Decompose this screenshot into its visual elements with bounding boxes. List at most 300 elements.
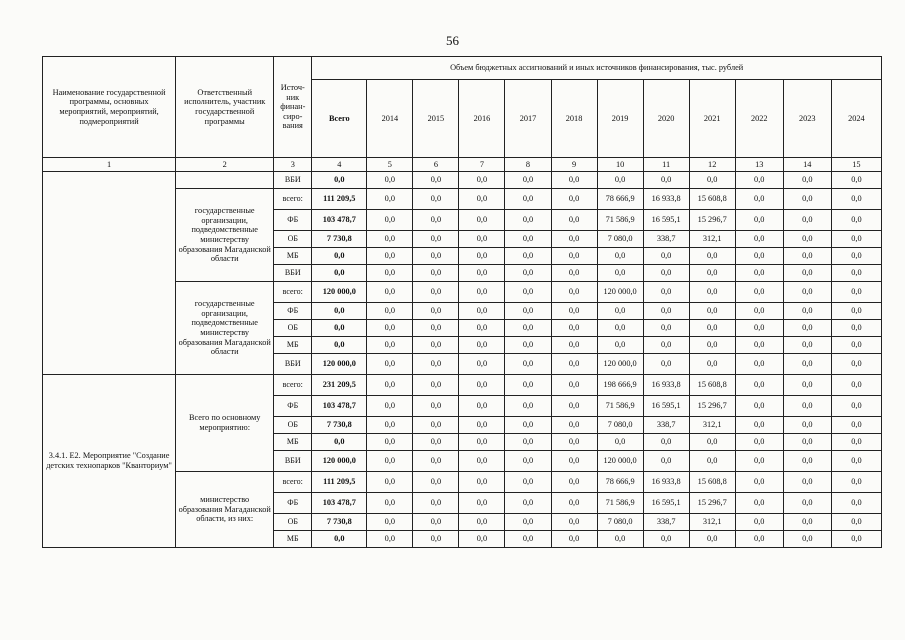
- column-number: 5: [367, 158, 413, 172]
- value-cell: 0,0: [459, 248, 505, 265]
- value-cell: 0,0: [783, 493, 831, 514]
- value-cell: 0,0: [505, 303, 551, 320]
- value-cell: 0,0: [459, 210, 505, 231]
- value-cell: 15 296,7: [689, 396, 735, 417]
- value-cell: 0,0: [551, 172, 597, 189]
- value-cell: 0,0: [505, 417, 551, 434]
- value-cell: 0,0: [735, 265, 783, 282]
- total-cell: 0,0: [312, 320, 367, 337]
- header-year: 2022: [735, 80, 783, 158]
- header-year: 2014: [367, 80, 413, 158]
- value-cell: 0,0: [783, 472, 831, 493]
- value-cell: 0,0: [735, 531, 783, 548]
- value-cell: 0,0: [643, 265, 689, 282]
- value-cell: 0,0: [505, 472, 551, 493]
- header-year: 2016: [459, 80, 505, 158]
- value-cell: 0,0: [831, 451, 881, 472]
- value-cell: 0,0: [597, 320, 643, 337]
- value-cell: 0,0: [459, 282, 505, 303]
- source-cell: ВБИ: [274, 354, 312, 375]
- header-year: 2020: [643, 80, 689, 158]
- value-cell: 0,0: [551, 472, 597, 493]
- column-number: 10: [597, 158, 643, 172]
- total-cell: 103 478,7: [312, 493, 367, 514]
- value-cell: 0,0: [413, 417, 459, 434]
- value-cell: 16 595,1: [643, 396, 689, 417]
- value-cell: 0,0: [367, 434, 413, 451]
- value-cell: 0,0: [367, 375, 413, 396]
- value-cell: 312,1: [689, 417, 735, 434]
- value-cell: 0,0: [505, 493, 551, 514]
- executor-cell: Всего по основному мероприятию:: [176, 375, 274, 472]
- source-cell: всего:: [274, 472, 312, 493]
- total-cell: 0,0: [312, 303, 367, 320]
- total-cell: 0,0: [312, 172, 367, 189]
- value-cell: 78 666,9: [597, 189, 643, 210]
- value-cell: 0,0: [551, 417, 597, 434]
- value-cell: 15 608,8: [689, 472, 735, 493]
- value-cell: 0,0: [551, 265, 597, 282]
- value-cell: 0,0: [551, 210, 597, 231]
- value-cell: 0,0: [831, 375, 881, 396]
- value-cell: 0,0: [597, 337, 643, 354]
- value-cell: 0,0: [413, 265, 459, 282]
- value-cell: 0,0: [597, 248, 643, 265]
- value-cell: 0,0: [367, 172, 413, 189]
- value-cell: 0,0: [459, 320, 505, 337]
- value-cell: 0,0: [459, 375, 505, 396]
- value-cell: 0,0: [689, 282, 735, 303]
- value-cell: 0,0: [597, 265, 643, 282]
- value-cell: 0,0: [783, 417, 831, 434]
- total-cell: 7 730,8: [312, 417, 367, 434]
- header-year: 2021: [689, 80, 735, 158]
- page-number: 56: [446, 33, 459, 48]
- value-cell: 0,0: [413, 248, 459, 265]
- value-cell: 0,0: [551, 493, 597, 514]
- total-cell: 7 730,8: [312, 231, 367, 248]
- value-cell: 0,0: [413, 531, 459, 548]
- total-cell: 111 209,5: [312, 189, 367, 210]
- value-cell: 120 000,0: [597, 282, 643, 303]
- value-cell: 0,0: [551, 434, 597, 451]
- value-cell: 0,0: [831, 472, 881, 493]
- value-cell: 0,0: [551, 396, 597, 417]
- value-cell: 0,0: [459, 337, 505, 354]
- value-cell: 0,0: [643, 531, 689, 548]
- value-cell: 120 000,0: [597, 354, 643, 375]
- total-cell: 0,0: [312, 248, 367, 265]
- value-cell: 0,0: [831, 320, 881, 337]
- value-cell: 16 595,1: [643, 493, 689, 514]
- value-cell: 0,0: [459, 514, 505, 531]
- total-cell: 120 000,0: [312, 354, 367, 375]
- executor-cell: государственные организации, подведомственные министерству образования Магаданской области: [176, 282, 274, 375]
- value-cell: 0,0: [831, 531, 881, 548]
- value-cell: 0,0: [831, 434, 881, 451]
- source-cell: всего:: [274, 282, 312, 303]
- value-cell: 0,0: [735, 472, 783, 493]
- value-cell: 0,0: [783, 303, 831, 320]
- header-year: 2015: [413, 80, 459, 158]
- value-cell: 0,0: [413, 514, 459, 531]
- value-cell: 0,0: [505, 189, 551, 210]
- value-cell: 338,7: [643, 514, 689, 531]
- value-cell: 0,0: [783, 189, 831, 210]
- value-cell: 0,0: [597, 303, 643, 320]
- value-cell: 0,0: [735, 320, 783, 337]
- source-cell: МБ: [274, 337, 312, 354]
- value-cell: 0,0: [551, 337, 597, 354]
- value-cell: 0,0: [551, 189, 597, 210]
- value-cell: 0,0: [831, 210, 881, 231]
- value-cell: 0,0: [783, 375, 831, 396]
- value-cell: 0,0: [367, 531, 413, 548]
- total-cell: 231 209,5: [312, 375, 367, 396]
- value-cell: 0,0: [505, 337, 551, 354]
- value-cell: 0,0: [783, 531, 831, 548]
- value-cell: 0,0: [367, 282, 413, 303]
- column-number: 4: [312, 158, 367, 172]
- value-cell: 0,0: [551, 231, 597, 248]
- header-year: 2018: [551, 80, 597, 158]
- value-cell: 15 296,7: [689, 210, 735, 231]
- value-cell: 0,0: [735, 282, 783, 303]
- column-number: 15: [831, 158, 881, 172]
- value-cell: 0,0: [735, 354, 783, 375]
- value-cell: 78 666,9: [597, 472, 643, 493]
- source-cell: всего:: [274, 375, 312, 396]
- value-cell: 0,0: [783, 434, 831, 451]
- value-cell: 0,0: [735, 231, 783, 248]
- value-cell: 0,0: [735, 337, 783, 354]
- value-cell: 0,0: [459, 303, 505, 320]
- value-cell: 15 296,7: [689, 493, 735, 514]
- source-cell: ОБ: [274, 231, 312, 248]
- column-number: 13: [735, 158, 783, 172]
- value-cell: 0,0: [505, 248, 551, 265]
- value-cell: 71 586,9: [597, 396, 643, 417]
- value-cell: 0,0: [505, 320, 551, 337]
- value-cell: 0,0: [831, 172, 881, 189]
- value-cell: 0,0: [831, 354, 881, 375]
- header-year: 2024: [831, 80, 881, 158]
- value-cell: 0,0: [551, 451, 597, 472]
- source-cell: МБ: [274, 531, 312, 548]
- value-cell: 0,0: [689, 265, 735, 282]
- value-cell: 0,0: [783, 210, 831, 231]
- total-cell: 0,0: [312, 434, 367, 451]
- value-cell: 0,0: [735, 303, 783, 320]
- table-row: [43, 172, 882, 189]
- value-cell: 0,0: [689, 303, 735, 320]
- value-cell: 0,0: [689, 320, 735, 337]
- value-cell: 0,0: [413, 282, 459, 303]
- value-cell: 0,0: [597, 434, 643, 451]
- header-year: 2023: [783, 80, 831, 158]
- source-cell: МБ: [274, 434, 312, 451]
- value-cell: 15 608,8: [689, 189, 735, 210]
- value-cell: 0,0: [643, 282, 689, 303]
- value-cell: 0,0: [413, 320, 459, 337]
- header-name: Наименование государственной программы, основных мероприятий, мероприятий, подмероприятий: [43, 57, 176, 158]
- measure-name-cell: [43, 172, 176, 375]
- column-number: 11: [643, 158, 689, 172]
- value-cell: 0,0: [505, 172, 551, 189]
- source-cell: ВБИ: [274, 172, 312, 189]
- value-cell: 71 586,9: [597, 210, 643, 231]
- value-cell: 0,0: [551, 282, 597, 303]
- value-cell: 0,0: [643, 337, 689, 354]
- value-cell: 0,0: [459, 265, 505, 282]
- value-cell: 0,0: [735, 396, 783, 417]
- value-cell: 0,0: [783, 265, 831, 282]
- value-cell: 0,0: [643, 320, 689, 337]
- value-cell: 0,0: [597, 531, 643, 548]
- value-cell: 0,0: [367, 303, 413, 320]
- value-cell: 0,0: [831, 514, 881, 531]
- value-cell: 0,0: [831, 396, 881, 417]
- total-cell: 0,0: [312, 531, 367, 548]
- header-volume: Объем бюджетных ассигнований и иных источников финансирования, тыс. рублей: [312, 57, 882, 80]
- value-cell: 0,0: [783, 282, 831, 303]
- value-cell: 0,0: [735, 451, 783, 472]
- value-cell: 120 000,0: [597, 451, 643, 472]
- value-cell: 0,0: [643, 248, 689, 265]
- value-cell: 312,1: [689, 514, 735, 531]
- value-cell: 0,0: [831, 303, 881, 320]
- header-total: Всего: [312, 80, 367, 158]
- value-cell: 0,0: [735, 434, 783, 451]
- value-cell: 0,0: [735, 417, 783, 434]
- value-cell: 0,0: [413, 337, 459, 354]
- value-cell: 0,0: [689, 337, 735, 354]
- executor-cell: министерство образования Магаданской области, из них:: [176, 472, 274, 548]
- value-cell: 0,0: [551, 375, 597, 396]
- value-cell: 71 586,9: [597, 493, 643, 514]
- value-cell: 0,0: [689, 172, 735, 189]
- value-cell: 0,0: [735, 172, 783, 189]
- value-cell: 16 933,8: [643, 472, 689, 493]
- value-cell: 0,0: [413, 472, 459, 493]
- value-cell: 0,0: [459, 231, 505, 248]
- value-cell: 0,0: [783, 396, 831, 417]
- total-cell: 0,0: [312, 337, 367, 354]
- value-cell: 0,0: [689, 434, 735, 451]
- executor-cell: [176, 172, 274, 189]
- value-cell: 0,0: [735, 189, 783, 210]
- value-cell: 0,0: [459, 472, 505, 493]
- value-cell: 0,0: [551, 354, 597, 375]
- source-cell: ФБ: [274, 210, 312, 231]
- value-cell: 0,0: [459, 396, 505, 417]
- column-number: 3: [274, 158, 312, 172]
- value-cell: 0,0: [643, 451, 689, 472]
- value-cell: 0,0: [505, 531, 551, 548]
- value-cell: 0,0: [459, 434, 505, 451]
- value-cell: 0,0: [367, 354, 413, 375]
- value-cell: 198 666,9: [597, 375, 643, 396]
- column-number: 14: [783, 158, 831, 172]
- total-cell: 111 209,5: [312, 472, 367, 493]
- value-cell: 7 080,0: [597, 231, 643, 248]
- value-cell: 0,0: [413, 451, 459, 472]
- value-cell: 0,0: [413, 375, 459, 396]
- value-cell: 0,0: [597, 172, 643, 189]
- source-cell: ФБ: [274, 493, 312, 514]
- value-cell: 0,0: [831, 417, 881, 434]
- value-cell: 0,0: [643, 172, 689, 189]
- value-cell: 0,0: [367, 493, 413, 514]
- value-cell: 0,0: [505, 396, 551, 417]
- column-number: 12: [689, 158, 735, 172]
- value-cell: 0,0: [831, 282, 881, 303]
- value-cell: 0,0: [735, 375, 783, 396]
- value-cell: 0,0: [689, 451, 735, 472]
- value-cell: 0,0: [735, 493, 783, 514]
- source-cell: всего:: [274, 189, 312, 210]
- measure-name-cell: 3.4.1. Е2. Мероприятие "Создание детских технопарков "Кванториум": [43, 375, 176, 548]
- source-cell: ФБ: [274, 396, 312, 417]
- value-cell: 0,0: [551, 320, 597, 337]
- source-cell: МБ: [274, 248, 312, 265]
- total-cell: 120 000,0: [312, 451, 367, 472]
- column-number: 6: [413, 158, 459, 172]
- value-cell: 0,0: [505, 514, 551, 531]
- value-cell: 0,0: [643, 434, 689, 451]
- header-year: 2017: [505, 80, 551, 158]
- value-cell: 0,0: [551, 248, 597, 265]
- value-cell: 0,0: [505, 451, 551, 472]
- value-cell: 0,0: [783, 514, 831, 531]
- value-cell: 0,0: [505, 282, 551, 303]
- value-cell: 0,0: [783, 337, 831, 354]
- total-cell: 7 730,8: [312, 514, 367, 531]
- value-cell: 0,0: [413, 396, 459, 417]
- value-cell: 0,0: [459, 493, 505, 514]
- value-cell: 0,0: [831, 248, 881, 265]
- value-cell: 0,0: [413, 189, 459, 210]
- value-cell: 0,0: [689, 248, 735, 265]
- value-cell: 0,0: [367, 210, 413, 231]
- source-cell: ВБИ: [274, 451, 312, 472]
- value-cell: 0,0: [413, 231, 459, 248]
- budget-table: [42, 56, 882, 548]
- value-cell: 0,0: [831, 337, 881, 354]
- total-cell: 120 000,0: [312, 282, 367, 303]
- value-cell: 0,0: [367, 514, 413, 531]
- column-number: 1: [43, 158, 176, 172]
- table-row: [43, 375, 882, 396]
- value-cell: 0,0: [831, 231, 881, 248]
- value-cell: 312,1: [689, 231, 735, 248]
- header-year: 2019: [597, 80, 643, 158]
- value-cell: 0,0: [367, 265, 413, 282]
- value-cell: 0,0: [413, 303, 459, 320]
- value-cell: 0,0: [689, 531, 735, 548]
- value-cell: 0,0: [505, 231, 551, 248]
- column-number: 8: [505, 158, 551, 172]
- value-cell: 338,7: [643, 231, 689, 248]
- value-cell: 15 608,8: [689, 375, 735, 396]
- value-cell: 0,0: [367, 396, 413, 417]
- value-cell: 0,0: [459, 451, 505, 472]
- value-cell: 0,0: [459, 189, 505, 210]
- value-cell: 0,0: [413, 210, 459, 231]
- value-cell: 0,0: [783, 354, 831, 375]
- column-number: 9: [551, 158, 597, 172]
- header-source: Источ-ник финан-сиро-вания: [274, 57, 312, 158]
- value-cell: 0,0: [367, 248, 413, 265]
- value-cell: 0,0: [367, 231, 413, 248]
- value-cell: 0,0: [367, 337, 413, 354]
- value-cell: 0,0: [551, 514, 597, 531]
- value-cell: 0,0: [643, 354, 689, 375]
- total-cell: 0,0: [312, 265, 367, 282]
- source-cell: ВБИ: [274, 265, 312, 282]
- value-cell: 0,0: [367, 451, 413, 472]
- value-cell: 0,0: [367, 189, 413, 210]
- value-cell: 0,0: [413, 493, 459, 514]
- value-cell: 0,0: [689, 354, 735, 375]
- value-cell: 338,7: [643, 417, 689, 434]
- value-cell: 0,0: [413, 172, 459, 189]
- header-executor: Ответственный исполнитель, участник государственной программы: [176, 57, 274, 158]
- value-cell: 16 595,1: [643, 210, 689, 231]
- value-cell: 0,0: [783, 231, 831, 248]
- value-cell: 0,0: [783, 451, 831, 472]
- value-cell: 0,0: [505, 265, 551, 282]
- value-cell: 7 080,0: [597, 514, 643, 531]
- value-cell: 16 933,8: [643, 375, 689, 396]
- value-cell: 0,0: [783, 172, 831, 189]
- value-cell: 0,0: [505, 210, 551, 231]
- value-cell: 0,0: [459, 531, 505, 548]
- value-cell: 0,0: [831, 493, 881, 514]
- value-cell: 0,0: [551, 531, 597, 548]
- total-cell: 103 478,7: [312, 210, 367, 231]
- executor-cell: государственные организации, подведомственные министерству образования Магаданской области: [176, 189, 274, 282]
- value-cell: 0,0: [367, 320, 413, 337]
- value-cell: 0,0: [459, 172, 505, 189]
- value-cell: 0,0: [735, 248, 783, 265]
- source-cell: ОБ: [274, 417, 312, 434]
- value-cell: 0,0: [505, 434, 551, 451]
- value-cell: 0,0: [551, 303, 597, 320]
- value-cell: 0,0: [505, 375, 551, 396]
- value-cell: 7 080,0: [597, 417, 643, 434]
- value-cell: 0,0: [413, 434, 459, 451]
- value-cell: 0,0: [783, 248, 831, 265]
- value-cell: 0,0: [735, 210, 783, 231]
- value-cell: 0,0: [459, 417, 505, 434]
- value-cell: 0,0: [735, 514, 783, 531]
- value-cell: 0,0: [831, 265, 881, 282]
- total-cell: 103 478,7: [312, 396, 367, 417]
- source-cell: ОБ: [274, 514, 312, 531]
- value-cell: 0,0: [505, 354, 551, 375]
- source-cell: ОБ: [274, 320, 312, 337]
- column-number: 7: [459, 158, 505, 172]
- value-cell: 0,0: [831, 189, 881, 210]
- source-cell: ФБ: [274, 303, 312, 320]
- value-cell: 0,0: [367, 472, 413, 493]
- value-cell: 16 933,8: [643, 189, 689, 210]
- column-number: 2: [176, 158, 274, 172]
- value-cell: 0,0: [459, 354, 505, 375]
- value-cell: 0,0: [367, 417, 413, 434]
- value-cell: 0,0: [783, 320, 831, 337]
